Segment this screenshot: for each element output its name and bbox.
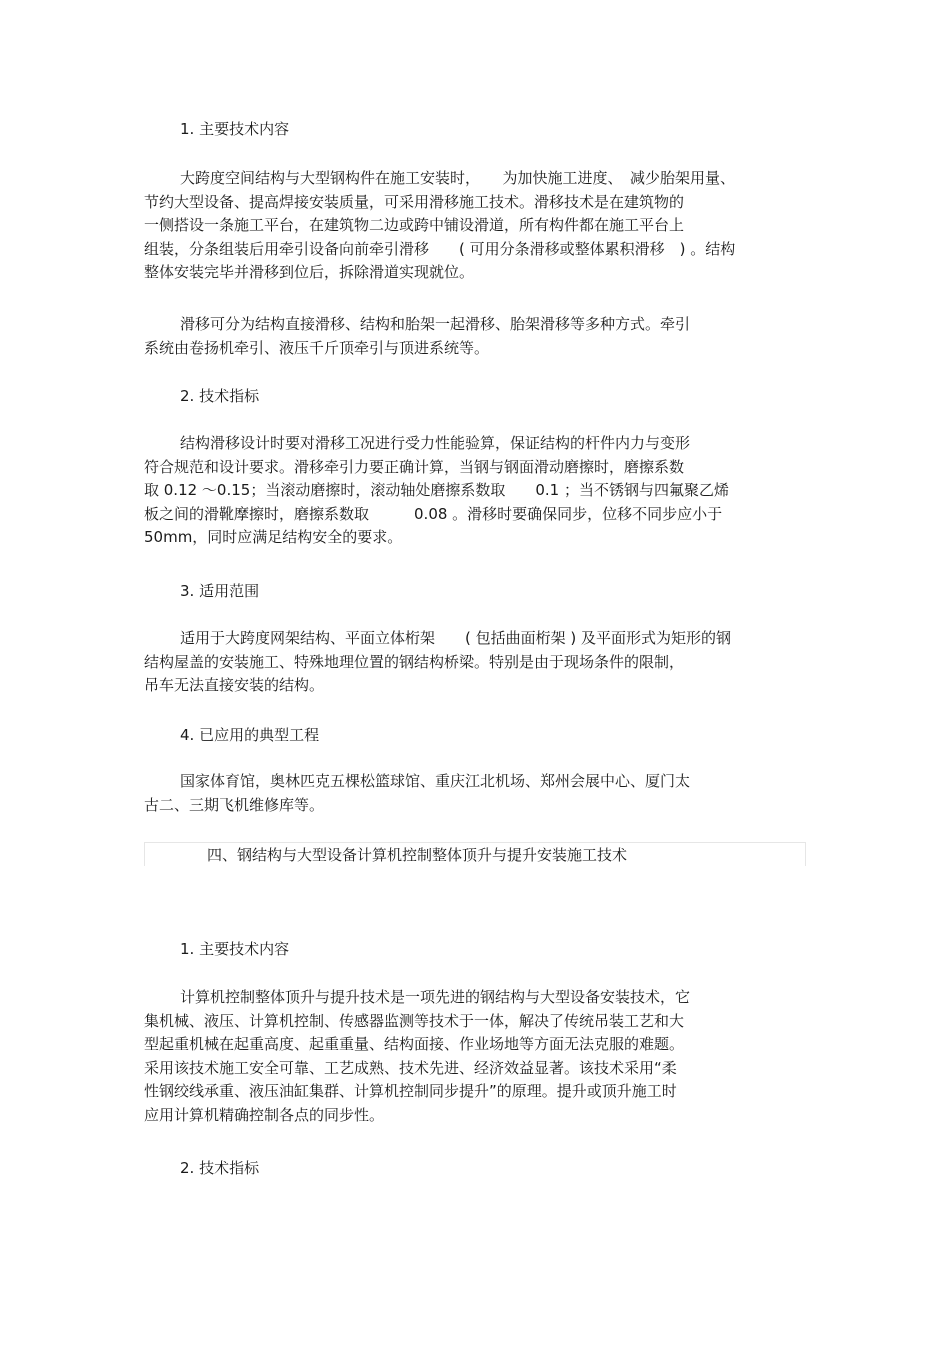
text-line: 结构滑移设计时要对滑移工况进行受力性能验算，保证结构的杆件内力与变形 (180, 434, 691, 452)
paragraph-lifting-technique (144, 986, 806, 1127)
text-line: 吊车无法直接安装的结构。 (144, 676, 325, 694)
text-line: 50mm，同时应满足结构安全的要求。 (144, 528, 403, 546)
section-title-box (144, 842, 806, 866)
text-line: 采用该技术施工安全可靠、工艺成熟、技术先进、经济效益显著。该技术采用“柔 (144, 1058, 677, 1077)
text-line: 滑移可分为结构直接滑移、结构和胎架一起滑移、胎架滑移等多种方式。牵引 (180, 315, 691, 333)
text-line: 国家体育馆，奥林匹克五棵松篮球馆、重庆江北机场、郑州会展中心、厦门太 (180, 772, 691, 790)
heading-main-technical-content: 1. 主要技术内容 (180, 120, 290, 138)
heading-typical-projects: 4. 已应用的典型工程 (180, 726, 320, 744)
section-title: 四、钢结构与大型设备计算机控制整体顶升与提升安装施工技术 (207, 846, 628, 864)
text-line: 组装，分条组装后用牵引设备向前牵引滑移 ( 可用分条滑移或整体累积滑移 ) 。结构 (144, 239, 736, 258)
text-line: 适用于大跨度网架结构、平面立体桁架 ( 包括曲面桁架 ) 及平面形式为矩形的钢 (180, 629, 732, 647)
text-line: 符合规范和设计要求。滑移牵引力要正确计算，当钢与钢面滑动磨擦时，磨擦系数 (144, 457, 685, 476)
text-line: 应用计算机精确控制各点的同步性。 (144, 1105, 385, 1124)
text-line: 大跨度空间结构与大型钢构件在施工安装时， 为加快施工进度、 减少胎架用量、 (180, 169, 736, 187)
heading-technical-indicators: 2. 技术指标 (180, 387, 260, 405)
heading-technical-indicators-2: 2. 技术指标 (180, 1159, 260, 1177)
text-line: 取 0.12 ～0.15；当滚动磨擦时，滚动轴处磨擦系数取 0.1 ；当不锈钢与四氟聚乙烯 (144, 481, 729, 499)
text-line: 一侧搭设一条施工平台，在建筑物二边或跨中铺设滑道，所有构件都在施工平台上 (144, 216, 685, 234)
text-line: 型起重机械在起重高度、起重重量、结构面接、作业场地等方面无法克服的难题。 (144, 1035, 685, 1053)
text-line: 板之间的滑靴摩擦时，磨擦系数取 0.08 。滑移时要确保同步，位移不同步应小于 (144, 504, 723, 523)
paragraph-projects (144, 770, 806, 817)
text-line: 性钢绞线承重、液压油缸集群、计算机控制同步提升”的原理。提升或顶升施工时 (144, 1082, 677, 1100)
text-line: 计算机控制整体顶升与提升技术是一项先进的钢结构与大型设备安装技术，它 (180, 988, 691, 1006)
text-line: 结构屋盖的安装施工、特殊地理位置的钢结构桥梁。特别是由于现场条件的限制， (144, 652, 685, 671)
paragraph-sliding-methods (144, 313, 806, 360)
paragraph-indicators (144, 432, 806, 550)
text-line: 集机械、液压、计算机控制、传感器监测等技术于一体，解决了传统吊装工艺和大 (144, 1011, 685, 1030)
text-line: 节约大型设备、提高焊接安装质量，可采用滑移施工技术。滑移技术是在建筑物的 (144, 192, 685, 211)
heading-main-technical-content-2: 1. 主要技术内容 (180, 940, 290, 958)
text-line: 整体安装完毕并滑移到位后，拆除滑道实现就位。 (144, 263, 475, 281)
paragraph-sliding-technique (144, 167, 806, 285)
text-line: 系统由卷扬机牵引、液压千斤顶牵引与顶进系统等。 (144, 338, 490, 357)
paragraph-scope (144, 627, 806, 698)
heading-application-scope: 3. 适用范围 (180, 582, 260, 600)
text-line: 古二、三期飞机维修库等。 (144, 795, 325, 814)
